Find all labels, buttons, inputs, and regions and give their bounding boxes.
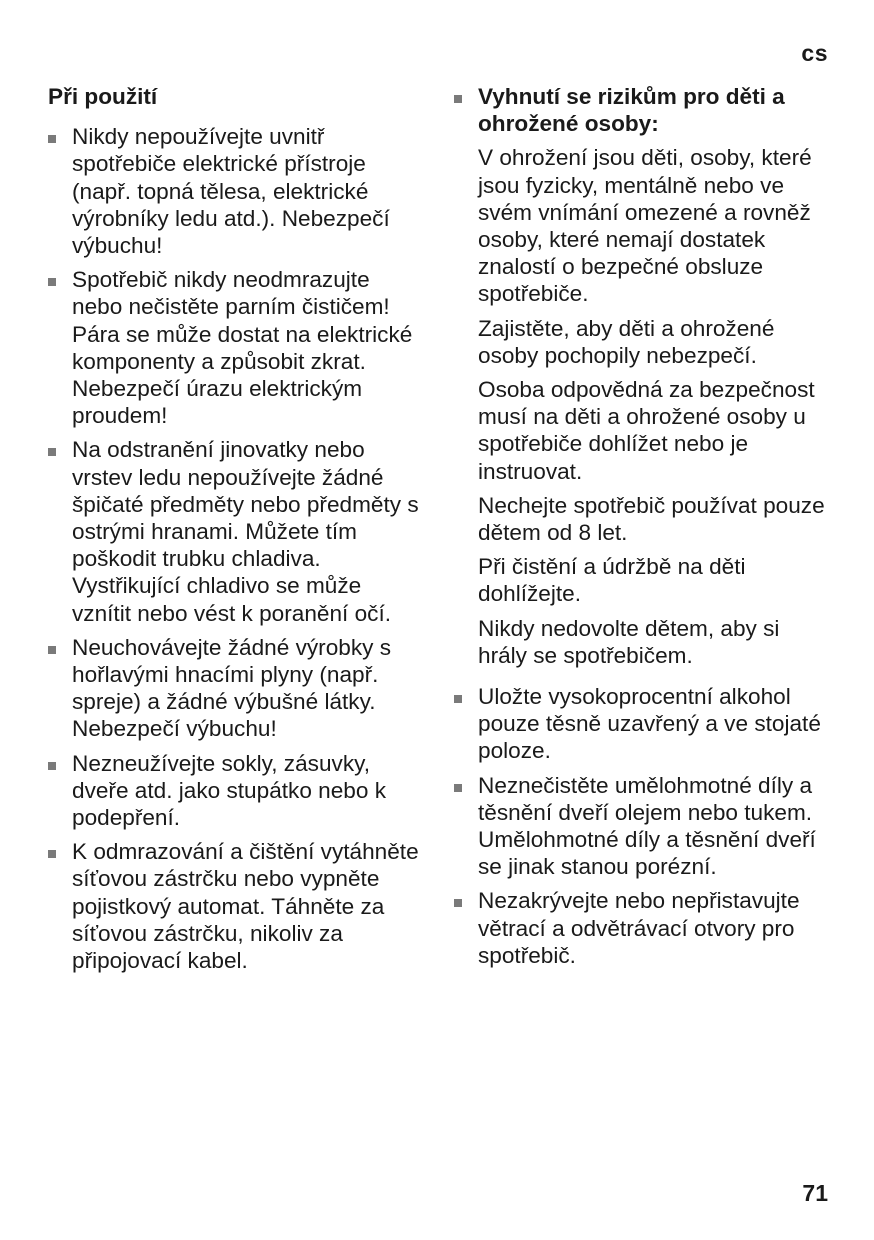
children-paragraph: V ohrožení jsou děti, osoby, které jsou fyzicky, mentálně nebo ve svém vnímání omezené a rovněž osoby, které nemají dostatek znalostí o bezpečné obsluze spotřebiče.	[478, 145, 812, 307]
children-paragraph: Nechejte spotřebič používat pouze dětem od 8 let.	[478, 492, 825, 546]
list-item	[48, 838, 420, 974]
list-item-text: Spotřebič nikdy neodmrazujte nebo nečistěte parním čističem! Pára se může dostat na elektrické komponenty a způsobit zkrat. Nebezpečí úrazu elektrickým proudem!	[72, 267, 413, 429]
list-item-text: Neuchovávejte žádné výrobky s hořlavými hnacími plyny (např. spreje) a žádné výbušné látky. Nebezpečí výbuchu!	[72, 634, 391, 742]
right-column	[454, 83, 834, 976]
square-bullet-icon	[48, 135, 56, 143]
list-item-text: Neznečistěte umělohmotné díly a těsnění dveří olejem nebo tukem. Umělohmotné díly a těsnění dveří se jinak stanou porézní.	[478, 772, 816, 880]
square-bullet-icon	[48, 850, 56, 858]
usage-safety-list	[48, 123, 420, 974]
list-item	[48, 436, 420, 626]
page-number: 71	[802, 1180, 828, 1206]
children-paragraph: Osoba odpovědná za bezpečnost musí na děti a ohrožené osoby u spotřebiče dohlížet nebo je instruovat.	[478, 377, 815, 484]
square-bullet-icon	[454, 695, 462, 703]
list-item	[454, 887, 834, 969]
square-bullet-icon	[454, 95, 462, 103]
children-paragraph: Při čistění a údržbě na děti dohlížejte.	[478, 554, 746, 607]
left-column	[48, 83, 420, 981]
list-item-text: Nezakrývejte nebo nepřistavujte větrací a odvětrávací otvory pro spotřebič.	[478, 888, 800, 968]
list-item	[454, 683, 834, 765]
list-item-text: Na odstranění jinovatky nebo vrstev ledu nepoužívejte žádné špičaté předměty nebo předměty s ostrými hranami. Můžete tím poškodit trubku chladiva. Vystřikující chladivo se může vznítit nebo vést k poranění očí.	[72, 437, 419, 626]
list-item	[48, 634, 420, 743]
square-bullet-icon	[48, 762, 56, 770]
square-bullet-icon	[454, 784, 462, 792]
square-bullet-icon	[48, 646, 56, 654]
list-item	[48, 750, 420, 832]
list-item	[48, 123, 420, 259]
list-item-text: K odmrazování a čištění vytáhněte síťovou zástrčku nebo vypněte pojistkový automat. Táhněte za síťovou zástrčku, nikoliv za připojovací kabel.	[72, 839, 419, 974]
square-bullet-icon	[48, 278, 56, 286]
children-paragraph: Nikdy nedovolte dětem, aby si hrály se spotřebičem.	[478, 615, 780, 668]
children-paragraph: Zajistěte, aby děti a ohrožené osoby pochopily nebezpečí.	[478, 315, 775, 368]
list-item	[454, 83, 834, 137]
language-code: cs	[801, 40, 828, 66]
list-item	[454, 772, 834, 881]
list-item-text: Nezneužívejte sokly, zásuvky, dveře atd. jako stupátko nebo k podepření.	[72, 750, 387, 831]
section-heading-usage: Při použití	[48, 84, 158, 109]
list-item-text: Uložte vysokoprocentní alkohol pouze těsně uzavřený a ve stojaté poloze.	[478, 684, 821, 764]
list-item	[48, 266, 420, 429]
square-bullet-icon	[48, 448, 56, 456]
children-safety-heading: Vyhnutí se rizikům pro děti a ohrožené osoby:	[478, 84, 785, 137]
square-bullet-icon	[454, 899, 462, 907]
additional-safety-list	[454, 683, 834, 969]
children-safety-list	[454, 83, 834, 137]
list-item-text: Nikdy nepoužívejte uvnitř spotřebiče elektrické přístroje (např. topná tělesa, elektrické výrobníky ledu atd.). Nebezpečí výbuchu!	[72, 124, 390, 259]
